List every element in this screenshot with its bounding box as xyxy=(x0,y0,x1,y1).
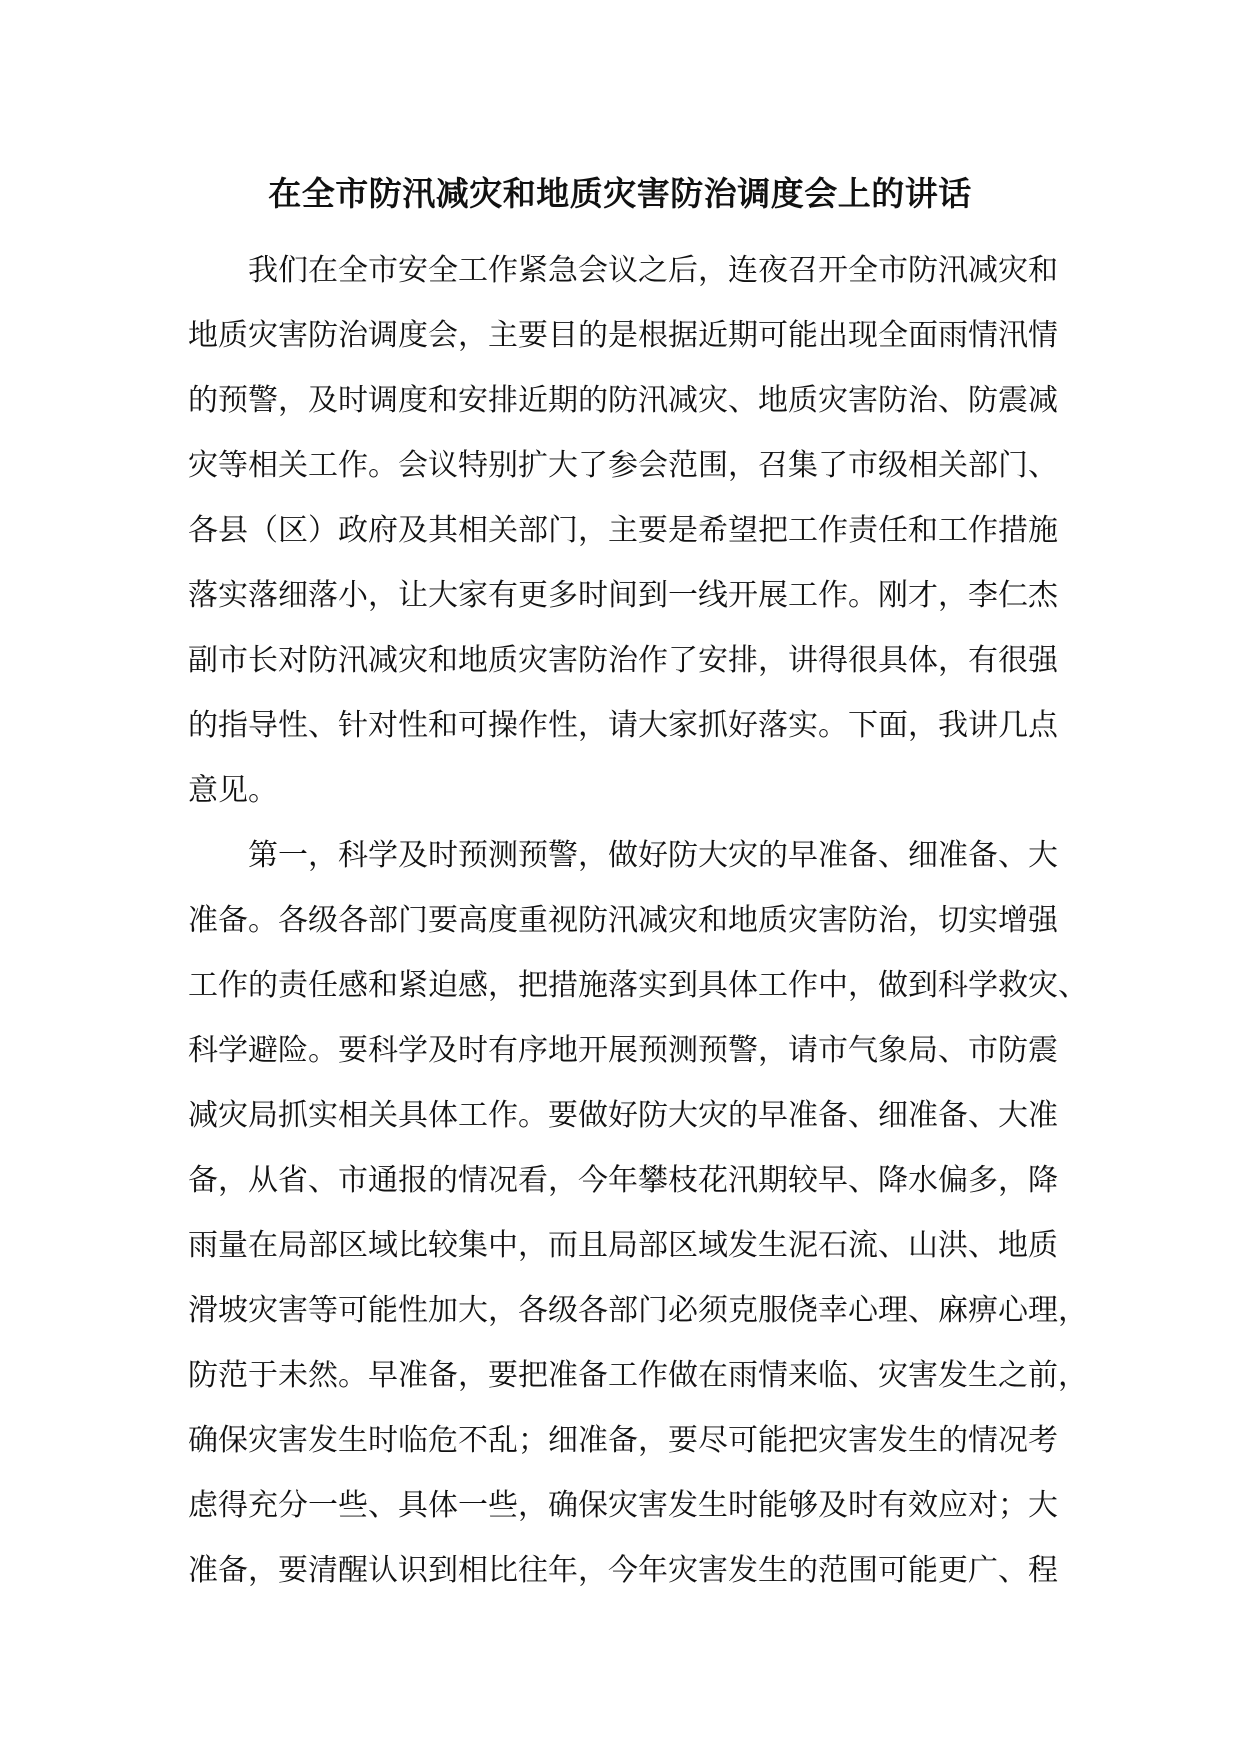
paragraph-line: 虑得充分一些、具体一些，确保灾害发生时能够及时有效应对；大 xyxy=(188,1488,1058,1523)
paragraph-line: 第一，科学及时预测预警，做好防大灾的早准备、细准备、大 xyxy=(248,838,1058,873)
paragraph-line: 滑坡灾害等可能性加大，各级各部门必须克服侥幸心理、麻痹心理， xyxy=(188,1293,1088,1328)
paragraph-line: 科学避险。要科学及时有序地开展预测预警，请市气象局、市防震 xyxy=(188,1033,1058,1068)
paragraph-line: 准备，要清醒认识到相比往年，今年灾害发生的范围可能更广、程 xyxy=(188,1553,1058,1588)
paragraph-line: 地质灾害防治调度会，主要目的是根据近期可能出现全面雨情汛情 xyxy=(188,318,1058,353)
document-title: 在全市防汛减灾和地质灾害防治调度会上的讲话 xyxy=(268,174,972,213)
document-body xyxy=(188,238,1088,1603)
paragraph-line: 我们在全市安全工作紧急会议之后，连夜召开全市防汛减灾和 xyxy=(248,253,1058,288)
paragraph-line: 落实落细落小，让大家有更多时间到一线开展工作。刚才，李仁杰 xyxy=(188,578,1058,613)
paragraph-line: 准备。各级各部门要高度重视防汛减灾和地质灾害防治，切实增强 xyxy=(188,903,1058,938)
paragraph-line: 各县（区）政府及其相关部门，主要是希望把工作责任和工作措施 xyxy=(188,513,1058,548)
paragraph-line: 雨量在局部区域比较集中，而且局部区域发生泥石流、山洪、地质 xyxy=(188,1228,1058,1263)
paragraph-line: 工作的责任感和紧迫感，把措施落实到具体工作中，做到科学救灾、 xyxy=(188,968,1088,1003)
paragraph-line: 意见。 xyxy=(188,773,278,808)
paragraph-line: 的指导性、针对性和可操作性，请大家抓好落实。下面，我讲几点 xyxy=(188,708,1058,743)
paragraph-line: 的预警，及时调度和安排近期的防汛减灾、地质灾害防治、防震减 xyxy=(188,383,1058,418)
paragraph-line: 副市长对防汛减灾和地质灾害防治作了安排，讲得很具体，有很强 xyxy=(188,643,1058,678)
paragraph-line: 灾等相关工作。会议特别扩大了参会范围，召集了市级相关部门、 xyxy=(188,448,1058,483)
paragraph-line: 确保灾害发生时临危不乱；细准备，要尽可能把灾害发生的情况考 xyxy=(188,1423,1058,1458)
paragraph-line: 防范于未然。早准备，要把准备工作做在雨情来临、灾害发生之前， xyxy=(188,1358,1088,1393)
paragraph-line: 减灾局抓实相关具体工作。要做好防大灾的早准备、细准备、大准 xyxy=(188,1098,1058,1133)
paragraph-line: 备，从省、市通报的情况看，今年攀枝花汛期较早、降水偏多，降 xyxy=(188,1163,1058,1198)
